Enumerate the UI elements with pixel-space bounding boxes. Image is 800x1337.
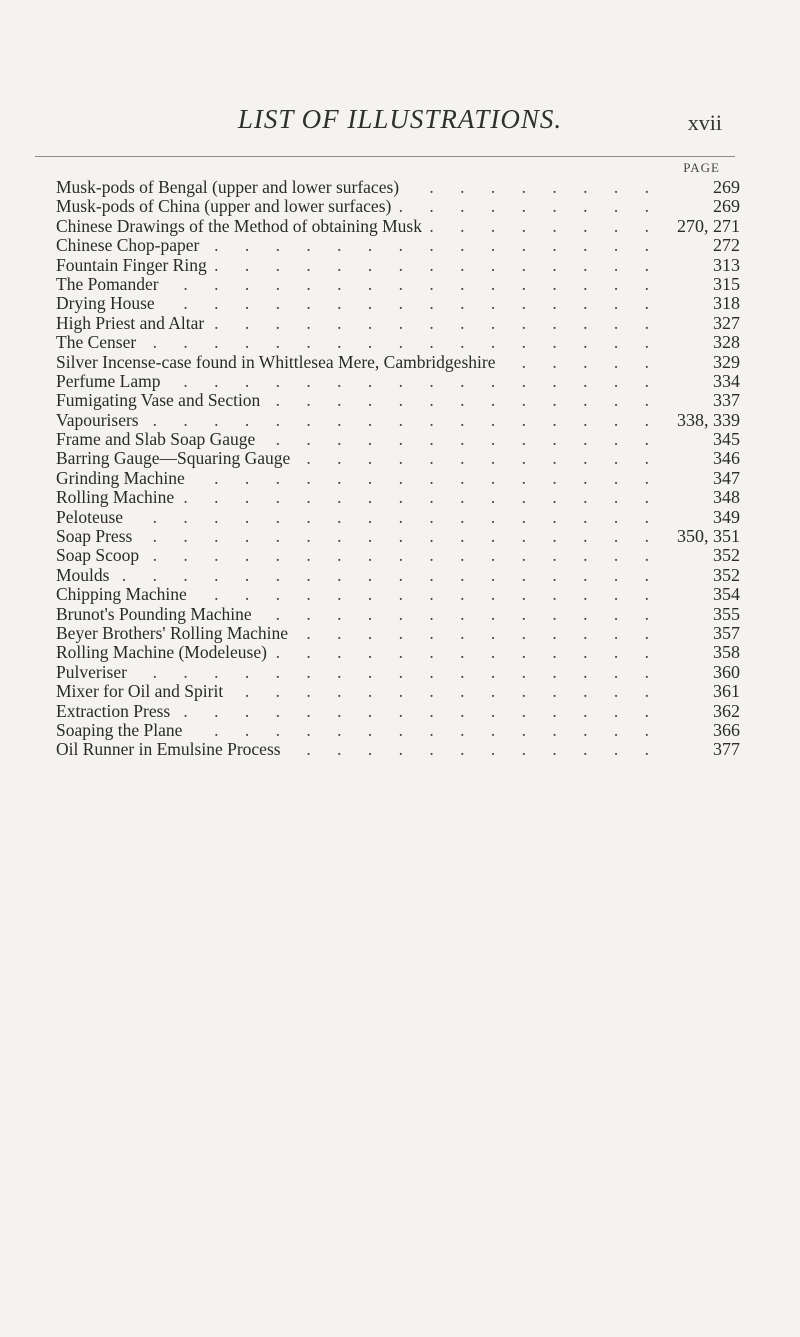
entry-title: Fountain Finger Ring [56,255,207,275]
dot-leader [161,294,660,313]
entry-page: 269 [713,178,740,197]
entry-page: 337 [713,391,740,411]
list-item [56,740,740,759]
entry-page: 334 [713,371,740,391]
list-item [56,178,740,197]
dot-leader [133,663,660,682]
entry-title: Peloteuse [56,507,124,527]
entry-page: 270, 271 [677,216,740,236]
dot-leader [261,430,660,449]
list-item [56,353,740,372]
entry-page: 345 [713,430,740,450]
dot-leader [296,449,660,468]
entry-title: Frame and Slab Soap Gauge [56,430,256,450]
entry-title: Drying House [56,294,155,314]
dot-leader [210,314,660,333]
dot-leader [273,643,660,662]
dot-leader [287,740,660,759]
dot-leader [166,372,660,391]
entry-title: Extraction Press [56,701,171,721]
list-item [56,585,740,604]
list-item [56,372,740,391]
list-item [56,643,740,662]
entry-page: 361 [713,682,740,702]
dot-leader [258,605,660,624]
page-column-label: PAGE [683,160,720,175]
list-item [56,430,740,449]
entry-page: 347 [713,468,740,488]
entry-title: Mixer for Oil and Spirit [56,682,224,702]
entry-title: Pulveriser [56,662,127,682]
entry-title: The Censer [56,333,137,353]
entry-title: Grinding Machine [56,468,185,488]
dot-leader [188,721,660,740]
entry-title: Oil Runner in Emulsine Process [56,740,281,760]
entry-title: Soap Scoop [56,546,140,566]
list-item [56,721,740,740]
dot-leader [165,275,660,294]
list-item [56,197,740,216]
dot-leader [266,391,660,410]
entry-page: 362 [713,701,740,721]
page-number: xvii [687,110,722,135]
list-item [56,702,740,721]
entry-title: Beyer Brothers' Rolling Machine [56,623,289,643]
entry-title: Chinese Drawings of the Method of obtaining Musk [56,216,422,236]
list-item [56,391,740,410]
entry-title: Vapourisers [56,410,139,430]
list-item [56,333,740,352]
list-item [56,294,740,313]
dot-leader [405,178,660,197]
list-item [56,605,740,624]
list-item [56,236,740,255]
page-title: LIST OF ILLUSTRATIONS. [237,104,563,134]
dot-leader [205,236,660,255]
entry-title: Soap Press [56,527,133,547]
list-item [56,275,740,294]
entry-page: 355 [713,604,740,624]
dot-leader [193,585,660,604]
list-item [56,663,740,682]
entry-page: 346 [713,449,740,469]
entry-title: The Pomander [56,274,159,294]
entry-page: 350, 351 [677,527,740,547]
list-item [56,314,740,333]
dot-leader [213,256,660,275]
list-item [56,256,740,275]
list-item [56,624,740,643]
entry-page: 315 [713,274,740,294]
list-item [56,527,740,546]
illustrations-list [56,178,740,760]
list-item [56,566,740,585]
dot-leader [428,217,660,236]
entry-title: Fumigating Vase and Section [56,391,261,411]
entry-page: 329 [713,352,740,372]
dot-leader [180,488,660,507]
entry-title: Chipping Machine [56,585,187,605]
entry-page: 352 [713,546,740,566]
dot-leader [115,566,660,585]
entry-title: Perfume Lamp [56,371,161,391]
entry-page: 354 [713,585,740,605]
dot-leader [145,411,660,430]
header-rule [35,156,735,157]
dot-leader [129,508,660,527]
list-item [56,411,740,430]
entry-page: 313 [713,255,740,275]
entry-page: 327 [713,313,740,333]
entry-title: Moulds [56,565,110,585]
entry-title: Musk-pods of Bengal (upper and lower surfaces) [56,178,400,197]
entry-title: Soaping the Plane [56,720,183,740]
entry-page: 272 [713,236,740,256]
dot-leader [229,682,660,701]
list-item [56,488,740,507]
entry-page: 338, 339 [677,410,740,430]
entry-title: High Priest and Altar [56,313,205,333]
list-item [56,546,740,565]
entry-title: Rolling Machine [56,488,175,508]
list-item [56,217,740,236]
entry-title: Rolling Machine (Modeleuse) [56,643,267,663]
dot-leader [191,469,660,488]
entry-page: 358 [713,643,740,663]
list-item [56,508,740,527]
entry-page: 349 [713,507,740,527]
dot-leader [176,702,660,721]
dot-leader [145,546,660,565]
entry-title: Chinese Chop-paper [56,236,200,256]
dot-leader [138,527,660,546]
dot-leader [501,353,660,372]
entry-title: Barring Gauge—Squaring Gauge [56,449,291,469]
list-item [56,449,740,468]
dot-leader [294,624,660,643]
entry-title: Silver Incense-case found in Whittlesea Mere, Cambridgeshire [56,352,496,372]
entry-title: Brunot's Pounding Machine [56,604,252,624]
entry-title: Musk-pods of China (upper and lower surfaces) [56,197,392,217]
entry-page: 318 [713,294,740,314]
dot-leader [142,333,660,352]
list-item [56,682,740,701]
entry-page: 328 [713,333,740,353]
entry-page: 366 [713,720,740,740]
entry-page: 352 [713,565,740,585]
entry-page: 348 [713,488,740,508]
list-item [56,469,740,488]
running-head [0,100,800,140]
entry-page: 269 [713,197,740,217]
dot-leader [397,197,660,216]
entry-page: 360 [713,662,740,682]
entry-page: 377 [713,740,740,760]
entry-page: 357 [713,623,740,643]
